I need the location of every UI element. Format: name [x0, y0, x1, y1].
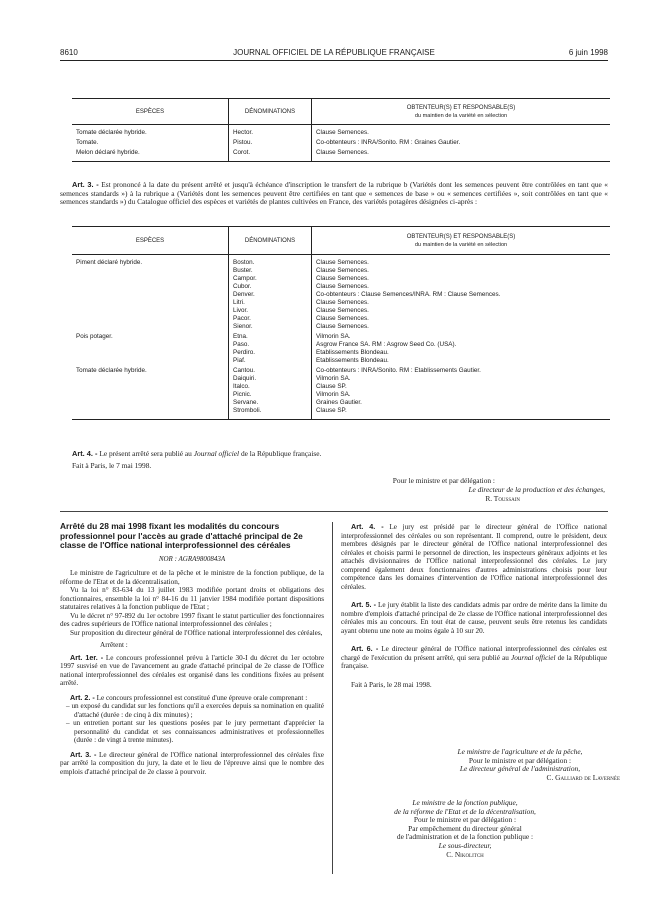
- fait-a-paris-1: Fait à Paris, le 7 mai 1998.: [72, 461, 152, 470]
- cell-espece: [72, 407, 229, 420]
- signature-3-line6: Le sous-directeur,: [438, 840, 492, 850]
- cell-denomination: Cantou.: [229, 365, 312, 375]
- table-row: [72, 125, 610, 138]
- decree-right-column: [341, 523, 607, 689]
- section-separator: [60, 511, 608, 512]
- cell-obtenteur: Clause Semences.: [312, 307, 611, 315]
- decree-article-4-label: Art. 4. -: [351, 522, 384, 531]
- cell-denomination: Piaf.: [229, 357, 312, 365]
- cell-espece: [72, 275, 229, 283]
- table-row: [72, 275, 610, 283]
- cell-denomination: Boston.: [229, 255, 312, 268]
- cell-denomination: Buster.: [229, 267, 312, 275]
- cell-obtenteur: Clause Semences.: [312, 125, 611, 138]
- cell-espece: Tomate déclarée hybride.: [76, 129, 147, 136]
- fait-a-paris-2: Fait à Paris, le 28 mai 1998.: [351, 680, 432, 689]
- table-row: [72, 407, 610, 420]
- article-3-text: Est prononcé à la date du présent arrêté et jusqu'à échéance d'inscription le transfert de la rubrique b (Variétés dont les semences peuvent être contrôlées en tant que « semences standards ») à la rubrique a (Variétés dont les semences peuvent être certifiées en tant que « semences de base » ou « semences certifiées », soit contrôlées en tant que « semences standards ») du Catalogue officiel des espèces et variétés de plantes cultivées en France, des variétés potagères désignées ci-après :: [60, 180, 608, 207]
- col-obtenteurs-sub: du maintien de la variété en sélection: [414, 112, 508, 119]
- cell-espece: Piment déclaré hybride.: [76, 259, 143, 266]
- table2-body: [72, 255, 610, 420]
- cell-obtenteur: Graines Gautier.: [312, 399, 611, 407]
- table-row: [72, 365, 610, 375]
- table-row: [72, 399, 610, 407]
- decree-article-3: [60, 751, 324, 777]
- decree-article-5-text: Le jury établit la liste des candidats admis par ordre de mérite dans la limite du nombre d'emplois d'attaché principal de 2e classe de l'Office national interprofessionnel des céréales mis au concours. En tout état de cause, peuvent seuls être retenus les candidats ayant obtenu une note au moins égale à 10 sur 20.: [341, 601, 608, 635]
- cell-obtenteur: Clause Semences.: [312, 299, 611, 307]
- cell-espece: [72, 391, 229, 399]
- decree-article-6: [341, 645, 607, 671]
- article-3: [60, 181, 608, 207]
- cell-denomination: Sienor.: [229, 323, 312, 331]
- cell-espece: [72, 375, 229, 383]
- decree-article-3-text: Le directeur général de l'Office national interprofessionnel des céréales fixe par arrêté la composition du jury, la date et le lieu de l'épreuve ainsi que le nombre des emplois d'attaché principal de 2e classe à pourvoir.: [60, 750, 324, 776]
- col-especes: ESPÈCES: [72, 227, 229, 255]
- cell-obtenteur: Clause Semences.: [312, 147, 611, 162]
- table-row: [72, 255, 610, 268]
- cell-espece: [72, 291, 229, 299]
- table-row: [72, 307, 610, 315]
- table-row: [72, 375, 610, 383]
- header-rule: [60, 60, 608, 61]
- table1-body: [72, 125, 610, 162]
- col-obtenteurs-title: OBTENTEUR(S) ET RESPONSABLE(S): [406, 104, 516, 111]
- decree-nor: NOR : AGRA9800843A: [158, 554, 226, 563]
- cell-denomination: Paso.: [229, 341, 312, 349]
- cell-espece: [72, 357, 229, 365]
- cell-obtenteur: Clause Semences.: [312, 267, 611, 275]
- col-denominations: DÉNOMINATIONS: [229, 227, 312, 255]
- cell-denomination: Servane.: [229, 399, 312, 407]
- cell-obtenteur: Clause Semences.: [312, 275, 611, 283]
- cell-espece: [72, 315, 229, 323]
- varieties-table-1: [72, 98, 610, 162]
- decree-left-column: [60, 522, 324, 776]
- signature-3-line2: de la réforme de l'Etat et de la décentralisation,: [394, 806, 536, 816]
- decree-article-2: [60, 694, 324, 703]
- table-row: [72, 137, 610, 147]
- cell-denomination: Stromboli.: [229, 407, 312, 420]
- issue-date: 6 juin 1998: [568, 48, 608, 57]
- page-number: 8610: [60, 48, 78, 57]
- article-4-text-a: Le présent arrêté sera publié au: [99, 449, 194, 458]
- list-item: – un exposé du candidat sur les fonctions qu'il a exercées depuis sa nomination en qualité d'attaché (durée : de cinq à dix minutes) ;: [66, 702, 324, 719]
- cell-espece: Pois potager.: [76, 333, 113, 340]
- article-4-text-italic: Journal officiel: [193, 449, 240, 458]
- signature-1-line2: Le directeur de la production et des échanges,: [468, 485, 605, 494]
- article-3-label: Art. 3. -: [72, 180, 99, 189]
- cell-obtenteur: Clause Semences.: [312, 323, 611, 331]
- cell-obtenteur: Co-obtenteurs : Clause Semences/INRA. RM : Clause Semences.: [312, 291, 611, 299]
- cell-obtenteur: Vilmorin SA.: [312, 331, 611, 341]
- signature-2-line1: Le ministre de l'agriculture et de la pêche,: [457, 747, 583, 756]
- signature-1-line1: Pour le ministre et par délégation :: [392, 476, 495, 485]
- cell-obtenteur: Clause Semences.: [312, 255, 611, 268]
- cell-denomination: Livor.: [229, 307, 312, 315]
- signature-2-name: C. Galliard de Lavernée: [546, 772, 620, 782]
- article-4-label: Art. 4. -: [72, 449, 98, 458]
- decree-article-4: [341, 523, 607, 591]
- signature-3: [345, 799, 585, 859]
- cell-obtenteur: Asgrow France SA. RM : Asgrow Seed Co. (USA).: [312, 341, 611, 349]
- decree-article-5-label: Art. 5. -: [351, 600, 377, 609]
- journal-title: JOURNAL OFFICIEL DE LA RÉPUBLIQUE FRANÇAISE: [233, 48, 435, 57]
- cell-denomination: Italco.: [229, 383, 312, 391]
- cell-denomination: Hector.: [229, 125, 312, 138]
- decree-article-6-italic: Journal officiel: [511, 653, 556, 662]
- cell-denomination: Daiquiri.: [229, 375, 312, 383]
- decree-article-2-list: [60, 702, 324, 745]
- cell-denomination: Picnic.: [229, 391, 312, 399]
- signature-2: [400, 748, 640, 782]
- cell-espece: [72, 349, 229, 357]
- cell-obtenteur: Vilmorin SA.: [312, 375, 611, 383]
- decree-article-1: [60, 654, 324, 688]
- cell-obtenteur: Clause SP.: [312, 407, 611, 420]
- table-row: [72, 283, 610, 291]
- decree-article-6-label: Art. 6. -: [351, 644, 379, 653]
- cell-obtenteur: Etablissements Blondeau.: [312, 357, 611, 365]
- signature-3-line1: Le ministre de la fonction publique,: [412, 798, 518, 807]
- cell-espece: Tomate déclarée hybride.: [76, 367, 147, 374]
- table-row: [72, 349, 610, 357]
- table-row: [72, 357, 610, 365]
- decree-article-4-text: Le jury est présidé par le directeur général de l'Office national interprofessionnel des céréales ou son représentant. Il comprend, outre le président, deux membres désignés par le directeur général de l'Office national interprofessionnel des céréales et choisis parmi le personnel de direction, les inspecteurs généraux adjoints et les attachés divisionnaires de l'Office national interprofessionnel des céréales. Le jury comprend également deux fonctionnaires d'autres administrations choisis pour leur compétence dans les domaines d'intervention de l'Office national interprofessionnel des céréales.: [341, 523, 608, 591]
- col-obtenteurs-title: OBTENTEUR(S) ET RESPONSABLE(S): [406, 233, 516, 240]
- cell-denomination: Pacor.: [229, 315, 312, 323]
- table-row: [72, 383, 610, 391]
- decree-article-1-text: Le concours professionnel prévu à l'article 30-I du décret du 1er octobre 1997 susvisé en vue de l'avancement au grade d'attaché principal de 2e classe de l'Office national interprofessionnel des céréales est organisé dans les conditions fixées au présent arrêté.: [60, 653, 325, 688]
- decree-article-1-label: Art. 1er. -: [70, 652, 104, 662]
- table-row: [72, 299, 610, 307]
- signature-2-line3: Le directeur général de l'administration,: [459, 764, 581, 774]
- signature-3-line5: de l'administration et de la fonction publique :: [396, 832, 534, 842]
- cell-obtenteur: Clause SP.: [312, 383, 611, 391]
- decree-article-3-label: Art. 3. -: [70, 749, 97, 759]
- cell-obtenteur: Co-obtenteurs : INRA/Sonito. RM : Etablissements Gautier.: [312, 365, 611, 375]
- cell-obtenteur: Clause Semences.: [312, 315, 611, 323]
- column-divider: [332, 522, 333, 874]
- cell-obtenteur: Etablissements Blondeau.: [312, 349, 611, 357]
- col-obtenteurs: [312, 227, 611, 255]
- cell-espece: Tomate.: [76, 139, 99, 146]
- table-row: [72, 147, 610, 162]
- table-row: [72, 341, 610, 349]
- decree-article-2-label: Art. 2. -: [70, 692, 95, 702]
- cell-espece: [72, 323, 229, 331]
- cell-denomination: Corot.: [229, 147, 312, 162]
- table-row: [72, 267, 610, 275]
- signature-3-line4: Par empêchement du directeur général: [408, 823, 522, 833]
- decree-article-6-text-b: de la République française.: [341, 653, 608, 670]
- col-especes: ESPÈCES: [72, 99, 229, 125]
- decree-preamble-2: Vu la loi n° 83-634 du 13 juillet 1983 modifiée portant droits et obligations des fonctionnaires, ensemble la loi n° 84-16 du 11 janvier 1984 modifiée portant dispositions statutaires relatives à la fonction publique de l'Etat ;: [60, 586, 324, 612]
- decree-preamble-3: Vu le décret n° 97-892 du 1er octobre 1997 fixant le statut particulier des fonctionnaires des cadres supérieurs de l'Office national interprofessionnel des céréales ;: [60, 611, 324, 629]
- table-row: [72, 291, 610, 299]
- table-row: [72, 331, 610, 341]
- cell-denomination: Litri.: [229, 299, 312, 307]
- col-denominations: DÉNOMINATIONS: [229, 99, 312, 125]
- cell-espece: [72, 267, 229, 275]
- signature-3-name: C. Nikolitch: [446, 849, 484, 859]
- cell-espece: [72, 341, 229, 349]
- cell-denomination: Etna.: [229, 331, 312, 341]
- cell-denomination: Campor.: [229, 275, 312, 283]
- cell-espece: [72, 383, 229, 391]
- article-4-text-b: de la République française.: [239, 449, 322, 458]
- table-row: [72, 391, 610, 399]
- decree-preamble-4: Sur proposition du directeur général de l'Office national interprofessionnel des céréales,: [70, 628, 323, 637]
- decree-preamble-1: Le ministre de l'agriculture et de la pêche et le ministre de la fonction publique, de la réforme de l'Etat et de la décentralisation,: [60, 569, 324, 586]
- varieties-table-2: [72, 226, 610, 420]
- table-row: [72, 323, 610, 331]
- decree-title: Arrêté du 28 mai 1998 fixant les modalités du concours professionnel pour l'accès au grade d'attaché principal de 2e classe de l'Office national interprofessionnel des céréales: [60, 521, 303, 551]
- cell-espece: [72, 299, 229, 307]
- decree-article-2-text: Le concours professionnel est constitué d'une épreuve orale comprenant :: [96, 693, 308, 702]
- cell-espece: [72, 307, 229, 315]
- cell-espece: [72, 399, 229, 407]
- cell-denomination: Denver.: [229, 291, 312, 299]
- signature-3-line3: Pour le ministre et par délégation :: [413, 815, 517, 825]
- decree-article-6-text-a: Le directeur général de l'Office national interprofessionnel des céréales est chargé de l'exécution du présent arrêté, qui sera publié au: [341, 645, 607, 662]
- cell-obtenteur: Vilmorin SA.: [312, 391, 611, 399]
- cell-obtenteur: Co-obtenteurs : INRA/Sonito. RM : Graines Gautier.: [312, 137, 611, 147]
- col-obtenteurs-sub: du maintien de la variété en sélection: [414, 241, 508, 248]
- article-4-top: [60, 450, 608, 459]
- cell-denomination: Pistou.: [229, 137, 312, 147]
- list-item: – un entretien portant sur les questions posées par le jury permettant d'apprécier la personnalité du candidat et ses connaissances administratives et professionnelles (durée : de vingt à trente minutes).: [66, 719, 324, 745]
- col-obtenteurs: [312, 99, 611, 125]
- cell-espece: [72, 283, 229, 291]
- cell-obtenteur: Clause Semences.: [312, 283, 611, 291]
- decree-arretent: Arrêtent :: [100, 641, 128, 650]
- signature-1-name: R. Toussain: [485, 494, 520, 503]
- signature-2-line2: Pour le ministre et par délégation :: [468, 755, 572, 765]
- cell-espece: Melon déclaré hybride.: [72, 147, 229, 162]
- cell-denomination: Cubor.: [229, 283, 312, 291]
- decree-article-5: [341, 601, 607, 635]
- cell-denomination: Perdiro.: [229, 349, 312, 357]
- table-row: [72, 315, 610, 323]
